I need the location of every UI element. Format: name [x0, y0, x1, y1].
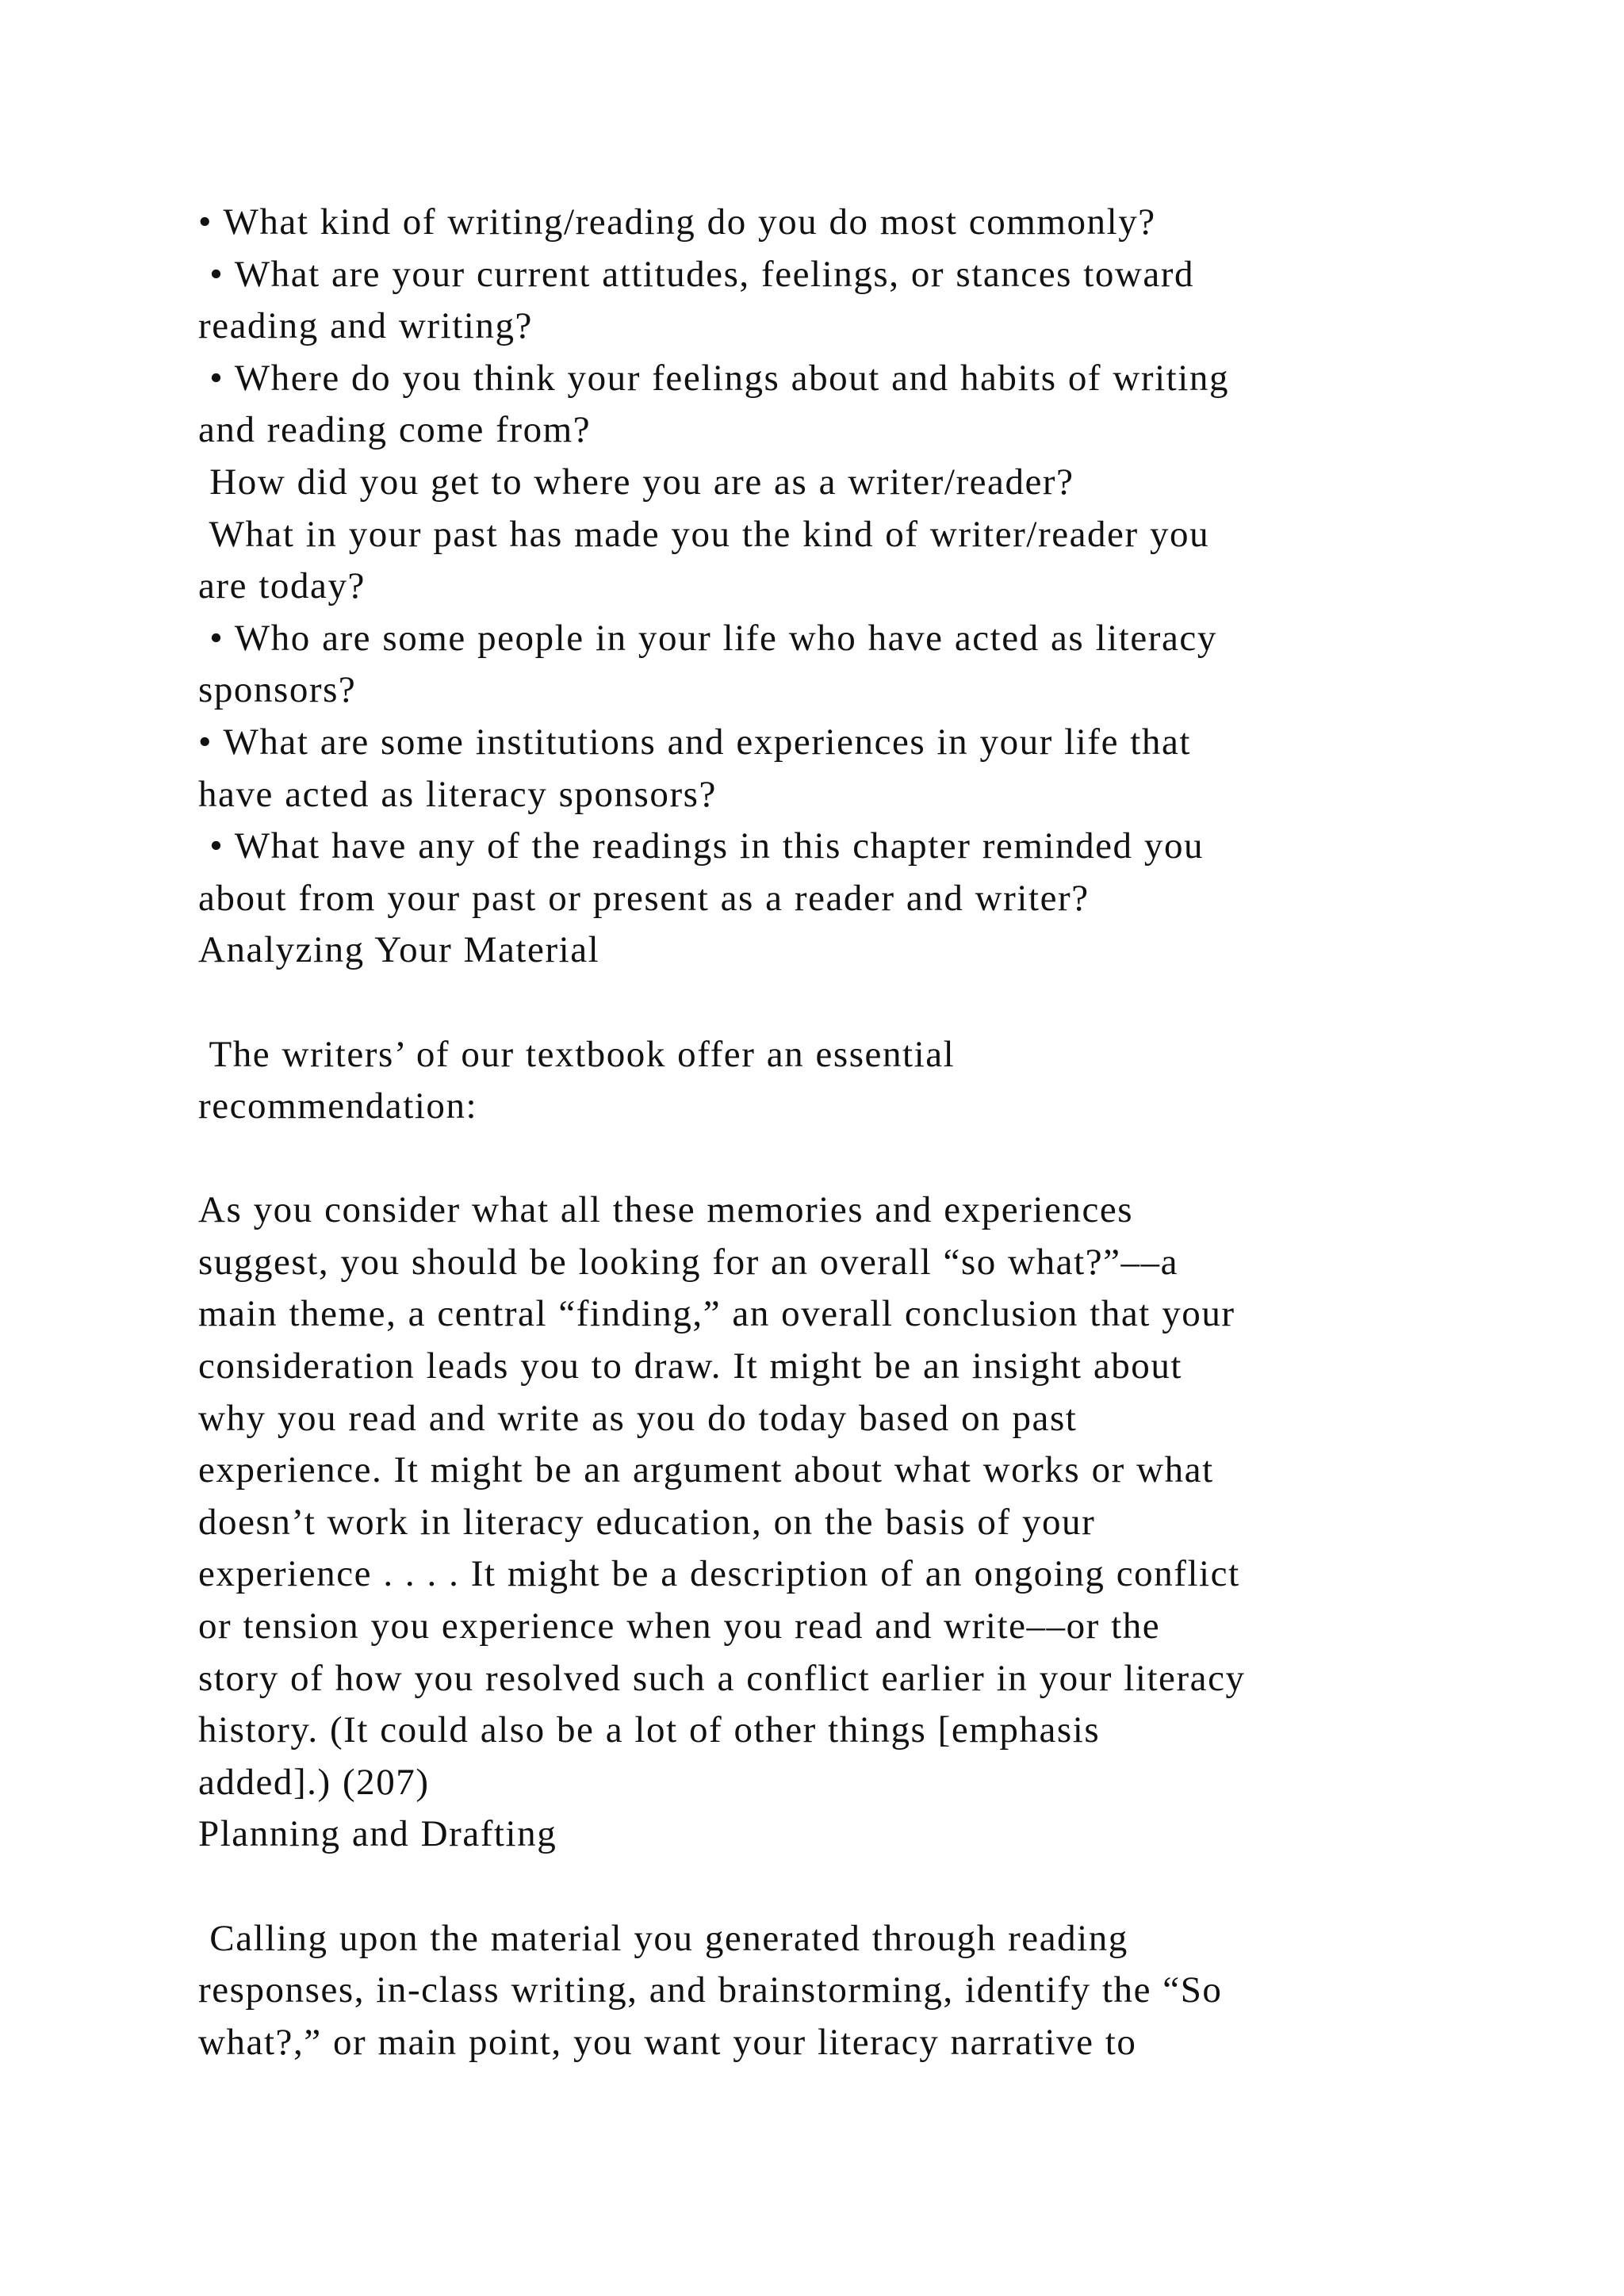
quote-line: added].) (207) — [198, 1761, 430, 1803]
section-heading: Planning and Drafting — [198, 1813, 557, 1855]
text-line: about from your past or present as a reader and writer? — [198, 877, 1090, 919]
quote-line: experience . . . . It might be a description of an ongoing conflict — [198, 1553, 1240, 1595]
quote-line: experience. It might be an argument about what works or what — [198, 1449, 1214, 1491]
text-line: The writers’ of our textbook offer an essential — [198, 1033, 956, 1075]
text-line: • What have any of the readings in this chapter reminded you — [198, 825, 1205, 867]
document-body — [198, 197, 1483, 2068]
text-line: • What kind of writing/reading do you do most commonly? — [198, 201, 1156, 243]
quote-line: why you read and write as you do today based on past — [198, 1397, 1078, 1439]
quote-line: history. (It could also be a lot of other things [emphasis — [198, 1709, 1101, 1751]
text-line: What in your past has made you the kind of writer/reader you — [198, 513, 1210, 555]
text-line: • What are some institutions and experiences in your life that — [198, 721, 1191, 763]
blank-line — [198, 1133, 1483, 1185]
blank-line — [198, 977, 1483, 1029]
quote-line: doesn’t work in literacy education, on the basis of your — [198, 1501, 1096, 1543]
section-heading: Analyzing Your Material — [198, 929, 600, 971]
text-line: • Who are some people in your life who have acted as literacy — [198, 617, 1217, 659]
text-line: sponsors? — [198, 669, 357, 711]
quote-line: main theme, a central “finding,” an overall conclusion that your — [198, 1293, 1235, 1335]
text-line: and reading come from? — [198, 409, 592, 451]
text-line: responses, in-class writing, and brainstorming, identify the “So — [198, 1969, 1223, 2011]
text-line: have acted as literacy sponsors? — [198, 773, 717, 815]
quote-line: or tension you experience when you read and write––or the — [198, 1605, 1161, 1647]
quote-line: suggest, you should be looking for an overall “so what?”––a — [198, 1241, 1179, 1283]
quote-line: story of how you resolved such a conflict earlier in your literacy — [198, 1657, 1246, 1699]
text-line: Calling upon the material you generated through reading — [198, 1917, 1128, 1959]
text-line: are today? — [198, 565, 366, 607]
text-line: recommendation: — [198, 1085, 478, 1127]
text-line: • What are your current attitudes, feelings, or stances toward — [198, 253, 1195, 295]
text-line: what?,” or main point, you want your literacy narrative to — [198, 2021, 1137, 2063]
quote-line: consideration leads you to draw. It might be an insight about — [198, 1345, 1183, 1387]
text-line: reading and writing? — [198, 305, 533, 347]
blank-line — [198, 1861, 1483, 1913]
text-line: How did you get to where you are as a writer/reader? — [198, 461, 1074, 503]
text-line: • Where do you think your feelings about and habits of writing — [198, 357, 1230, 399]
quote-line: As you consider what all these memories and experiences — [198, 1189, 1134, 1231]
